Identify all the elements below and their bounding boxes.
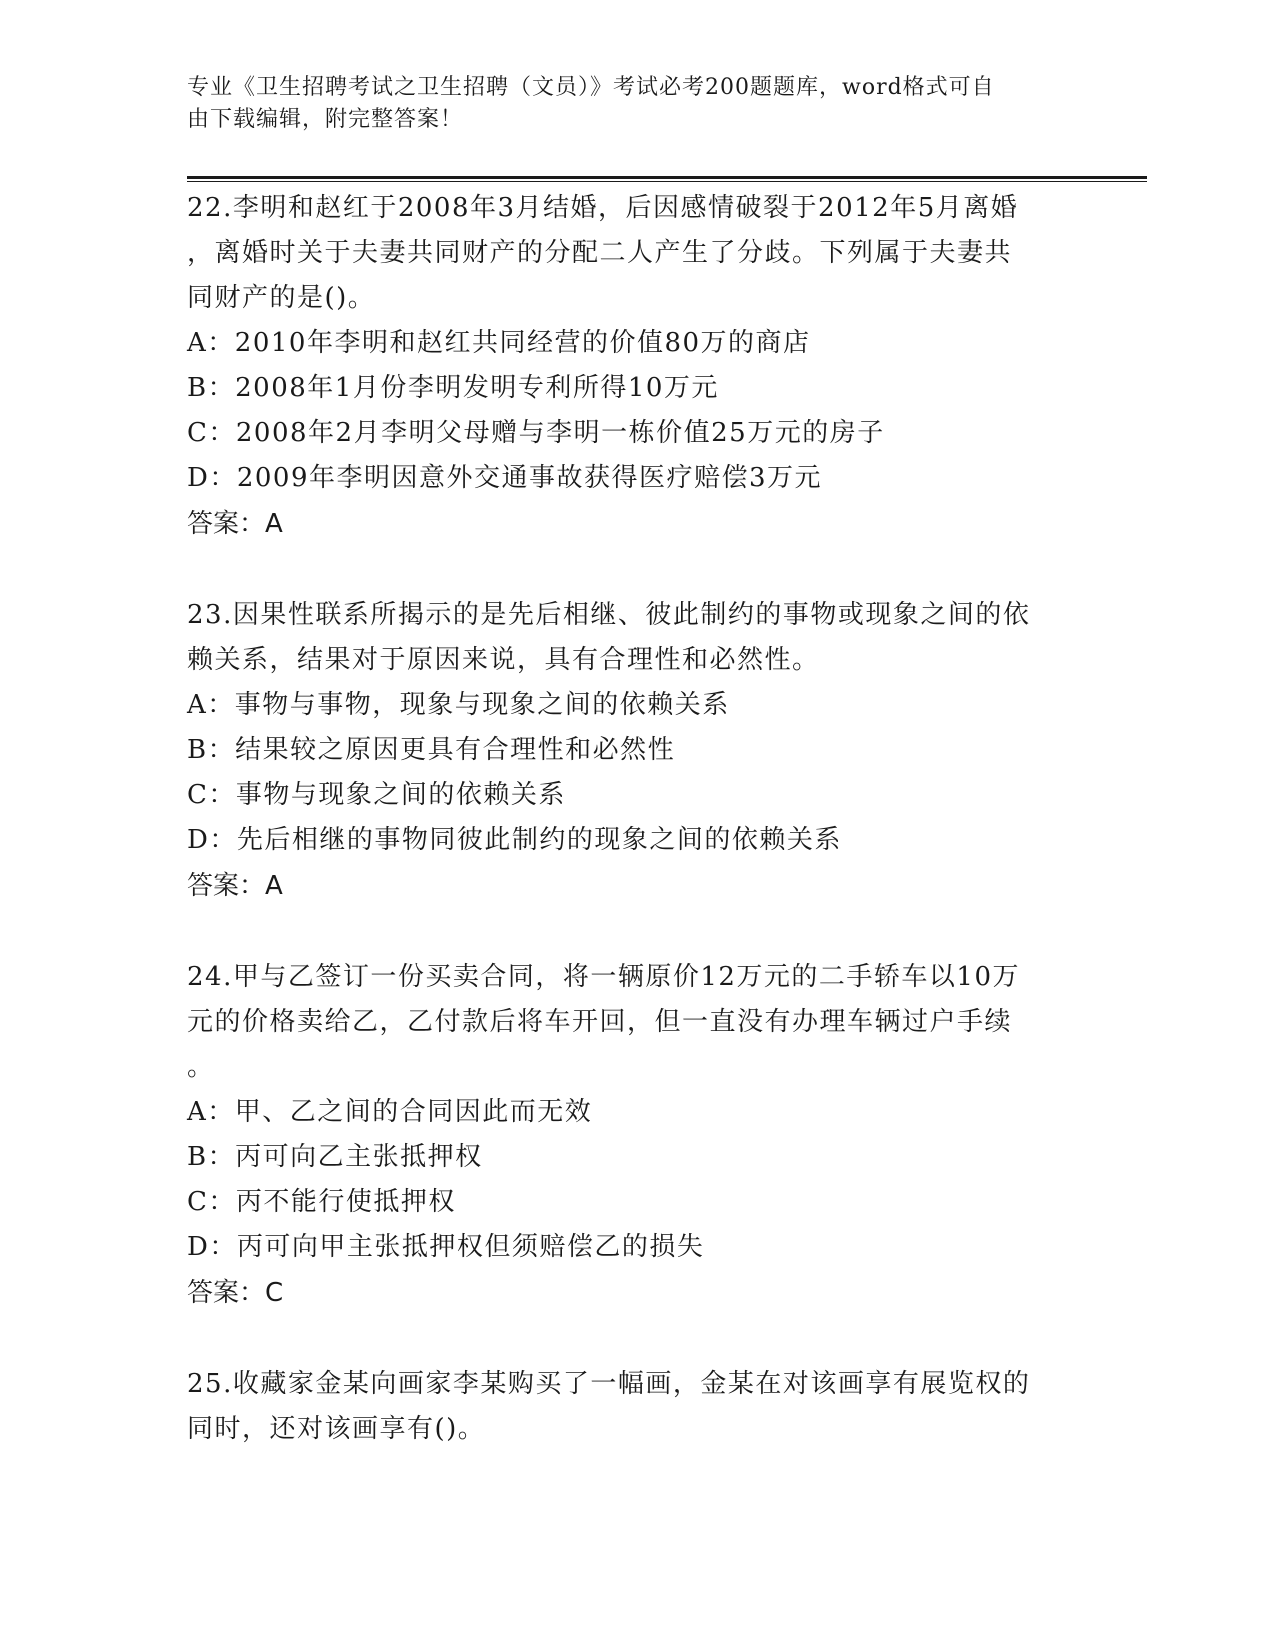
- header-divider: [187, 176, 1147, 179]
- option-c: C：丙不能行使抵押权: [187, 1187, 456, 1217]
- question-stem-line: 赖关系，结果对于原因来说，具有合理性和必然性。: [187, 645, 820, 675]
- question-stem-line: 23.因果性联系所揭示的是先后相继、彼此制约的事物或现象之间的依: [187, 600, 1031, 630]
- question-stem-line: 同时，还对该画享有()。: [187, 1414, 486, 1444]
- option-c: C：事物与现象之间的依赖关系: [187, 780, 566, 810]
- question-22: [187, 186, 1087, 547]
- option-a: A：事物与事物，现象与现象之间的依赖关系: [187, 690, 730, 720]
- option-a: A：甲、乙之间的合同因此而无效: [187, 1097, 593, 1127]
- option-b: B：丙可向乙主张抵押权: [187, 1142, 483, 1172]
- question-stem-line: 24.甲与乙签订一份买卖合同，将一辆原价12万元的二手轿车以10万: [187, 962, 1021, 992]
- question-stem-line: 元的价格卖给乙，乙付款后将车开回，但一直没有办理车辆过户手续: [187, 1007, 1013, 1037]
- option-c: C：2008年2月李明父母赠与李明一栋价值25万元的房子: [187, 418, 885, 448]
- question-23: [187, 593, 1087, 909]
- question-stem-line: 。: [187, 1052, 215, 1082]
- question-stem-line: ，离婚时关于夫妻共同财产的分配二人产生了分歧。下列属于夫妻共: [187, 238, 1013, 268]
- document-header: [187, 72, 1067, 136]
- option-d: D：2009年李明因意外交通事故获得医疗赔偿3万元: [187, 463, 823, 493]
- answer: 答案：A: [187, 509, 283, 539]
- option-b: B：2008年1月份李明发明专利所得10万元: [187, 373, 719, 403]
- question-list: [187, 186, 1087, 1498]
- question-stem-line: 25.收藏家金某向画家李某购买了一幅画，金某在对该画享有展览权的: [187, 1369, 1031, 1399]
- header-line-2: 由下载编辑，附完整答案！: [187, 107, 464, 132]
- option-b: B：结果较之原因更具有合理性和必然性: [187, 735, 676, 765]
- question-stem-line: 同财产的是()。: [187, 283, 376, 313]
- option-a: A：2010年李明和赵红共同经营的价值80万的商店: [187, 328, 811, 358]
- question-25: [187, 1362, 1087, 1452]
- question-24: [187, 955, 1087, 1316]
- answer: 答案：A: [187, 871, 283, 901]
- option-d: D：先后相继的事物同彼此制约的现象之间的依赖关系: [187, 825, 842, 855]
- option-d: D：丙可向甲主张抵押权但须赔偿乙的损失: [187, 1232, 705, 1262]
- header-divider-thin: [187, 181, 1147, 182]
- header-line-1: 专业《卫生招聘考试之卫生招聘（文员）》考试必考200题题库，word格式可自: [187, 75, 995, 100]
- answer: 答案：C: [187, 1278, 284, 1308]
- question-stem-line: 22.李明和赵红于2008年3月结婚，后因感情破裂于2012年5月离婚: [187, 193, 1019, 223]
